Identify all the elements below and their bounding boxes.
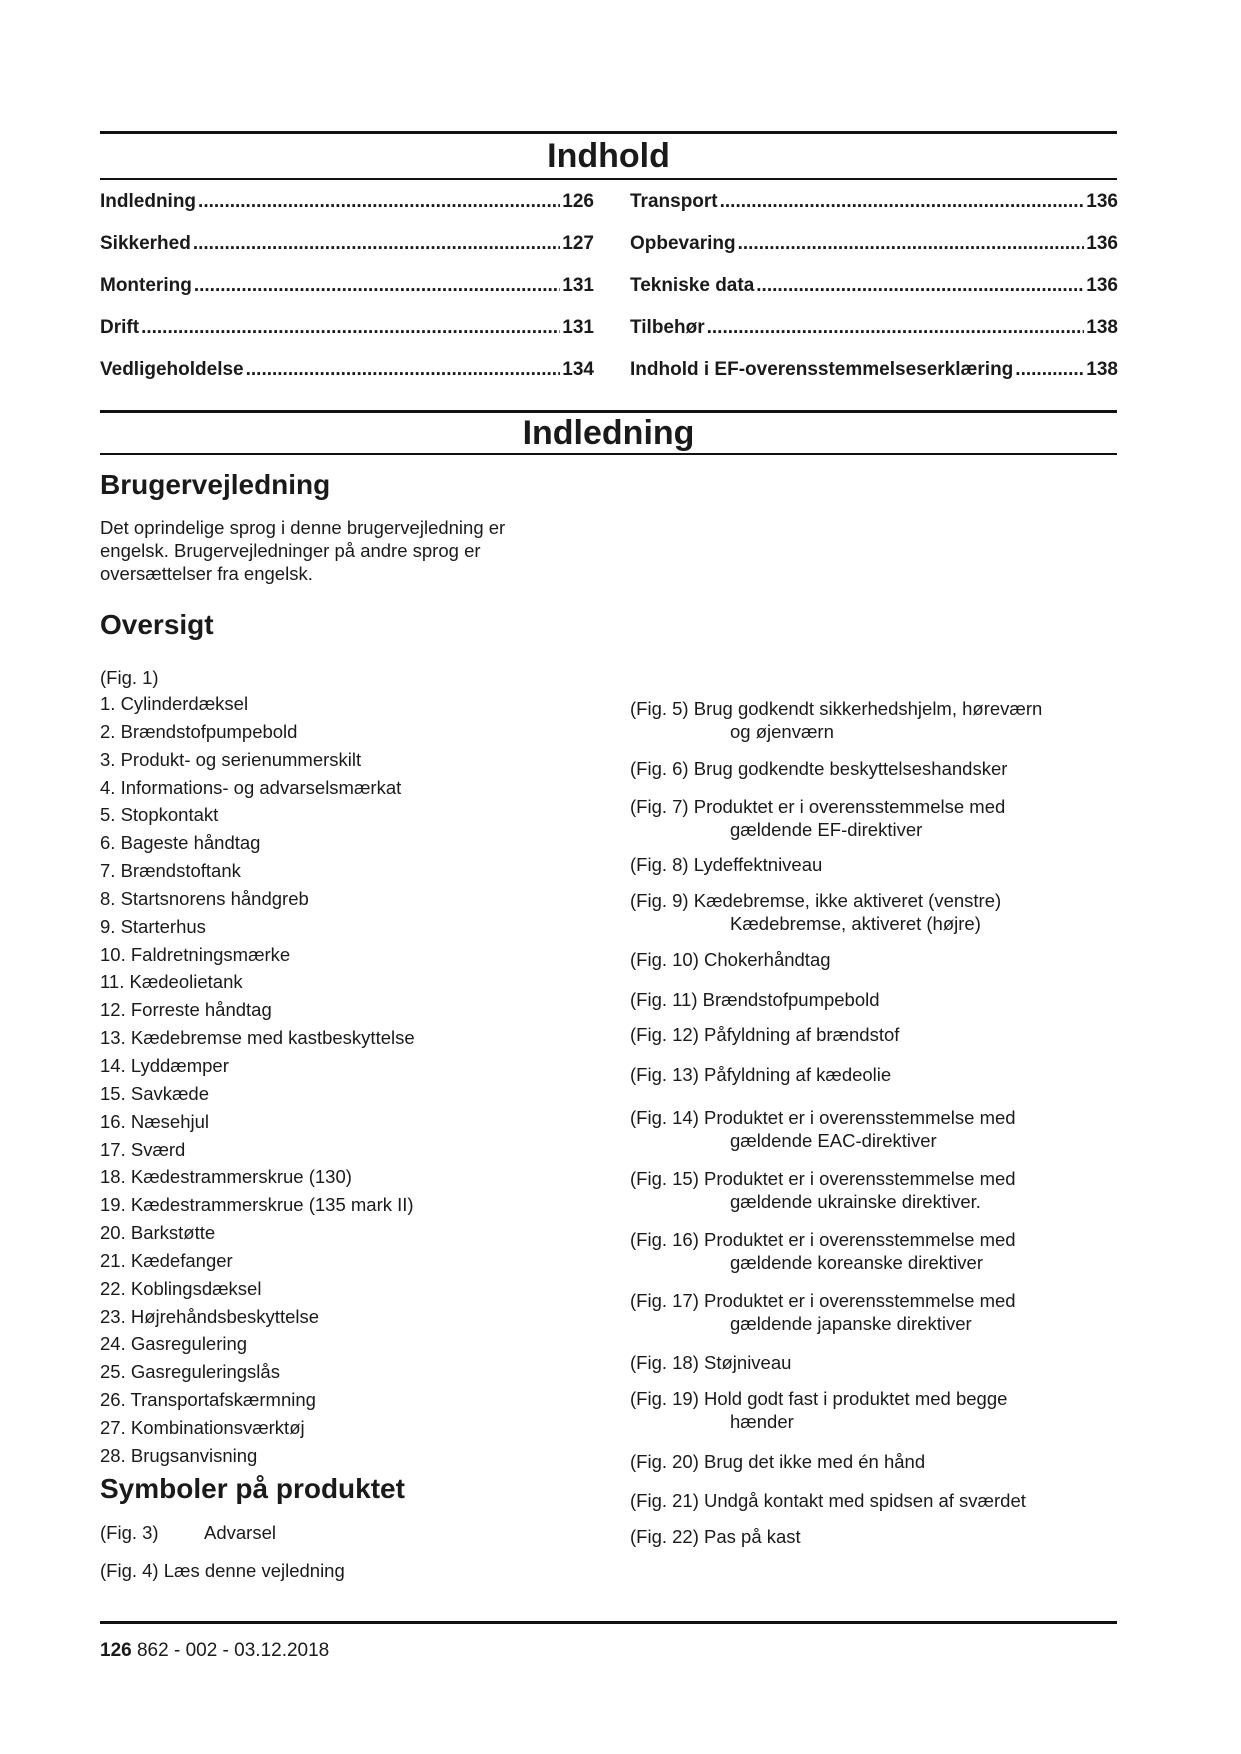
list-item: 7. Brændstoftank [100,860,241,882]
symbol-item [630,1289,1130,1335]
toc-leader [756,274,1084,298]
symbol-item [630,889,1130,935]
symbol-item [630,795,1130,841]
symbol-item [630,1063,1130,1086]
list-item: 1. Cylinderdæksel [100,693,249,714]
toc-entry[interactable]: Opbevaring ..... 136 [630,232,1118,274]
symbol-caption: (Fig. 20) Brug det ikke med én hånd [630,1451,926,1472]
symbol-caption: (Fig. 6) Brug godkendte beskyttelseshandsker [630,758,1008,779]
symbol-caption: (Fig. 13) Påfyldning af kædeolie [630,1064,892,1085]
symbol-caption: (Fig. 21) Undgå kontakt med spidsen af sværdet [630,1490,1026,1511]
list-item: 16. Næsehjul [100,1110,210,1132]
symbol-item [630,1106,1130,1152]
footer-rule [100,1621,1117,1624]
toc-entry[interactable]: Vedligeholdelse ..... 134 [100,358,594,400]
toc-entry[interactable]: Tilbehør ..... 138 [630,316,1118,358]
symbol-caption: (Fig. 19) Hold godt fast i produktet med begge [630,1388,1008,1409]
doc-number: 862 - 002 - 03.12.2018 [131,1640,330,1661]
toc-entry[interactable]: Montering ..... 131 [100,274,594,316]
toc-bottom-rule [100,178,1117,180]
list-item: 23. Højrehåndsbeskyttelse [100,1305,320,1327]
list-item: 27. Kombinationsværktøj [100,1416,305,1438]
intro-title: Indledning [522,414,695,452]
symbol-caption: (Fig. 5) Brug godkendt sikkerhedshjelm, høreværn [630,698,1043,719]
list-item: 14. Lyddæmper [100,1054,229,1076]
list-item: 21. Kædefanger [100,1249,233,1271]
symbol-item [100,1559,345,1583]
list-item: 5. Stopkontakt [100,804,219,826]
symbol-caption: (Fig. 14) Produktet er i overensstemmelse med [630,1107,1016,1128]
symbol-item [630,948,1130,971]
list-item: 19. Kædestrammerskrue (135 mark II) [100,1194,414,1216]
toc-leader [1015,358,1084,382]
list-item: 25. Gasreguleringslås [100,1361,280,1383]
symbols-heading: Symboler på produktet [100,1473,405,1504]
list-item: 9. Starterhus [100,915,206,937]
symbol-item [630,988,1130,1011]
intro-bottom-rule [100,453,1117,455]
symbol-item [100,1521,276,1545]
symbol-item [630,757,1130,780]
manual-heading: Brugervejledning [100,469,331,500]
symbol-text: (Fig. 4) Læs denne vejledning [100,1560,345,1581]
symbol-caption-continued: hænder [730,1411,794,1432]
overview-list [100,692,415,1472]
symbol-item [630,1387,1130,1433]
list-item: 6. Bageste håndtag [100,832,261,854]
list-item: 15. Savkæde [100,1082,210,1104]
symbol-caption: (Fig. 15) Produktet er i overensstemmelse med [630,1168,1016,1189]
overview-heading: Oversigt [100,609,214,640]
symbol-caption: (Fig. 10) Chokerhåndtag [630,949,831,970]
list-item: 22. Koblingsdæksel [100,1277,262,1299]
list-item: 18. Kædestrammerskrue (130) [100,1166,352,1188]
list-item: 24. Gasregulering [100,1333,248,1355]
symbol-caption-continued: gældende ukrainske direktiver. [730,1191,981,1212]
symbol-caption-continued: og øjenværn [730,721,834,742]
list-item: 4. Informations- og advarselsmærkat [100,776,402,798]
symbol-caption-continued: gældende koreanske direktiver [730,1252,983,1273]
toc-top-rule [100,131,1117,134]
symbol-caption-continued: gældende japanske direktiver [730,1313,972,1334]
list-item: 28. Brugsanvisning [100,1444,258,1466]
list-item: 10. Faldretningsmærke [100,943,291,965]
list-item: 11. Kædeolietank [100,971,243,993]
toc-entry[interactable]: Indhold i EF-overensstemmelseserklæring ..... 138 [630,358,1118,400]
toc-entry[interactable]: Indledning ..... 126 [100,190,594,232]
list-item: 13. Kædebremse med kastbeskyttelse [100,1027,415,1049]
list-item: 3. Produkt- og serienummerskilt [100,748,362,770]
symbol-caption-continued: Kædebremse, aktiveret (højre) [730,913,981,934]
symbol-item [630,1351,1130,1374]
toc-leader [246,358,561,382]
toc-entry[interactable]: Drift ..... 131 [100,316,594,358]
symbol-caption-continued: gældende EAC-direktiver [730,1130,937,1151]
list-item: 17. Sværd [100,1138,186,1160]
symbol-caption: (Fig. 22) Pas på kast [630,1526,801,1547]
symbol-item [630,1489,1130,1512]
symbol-item [630,1228,1130,1274]
symbol-item [630,1525,1130,1548]
symbol-fig-ref: (Fig. 3) [100,1522,159,1543]
toc-leader [198,190,560,214]
page-number: 126 [100,1640,132,1661]
symbol-caption: (Fig. 16) Produktet er i overensstemmelse med [630,1229,1016,1250]
list-item: 20. Barkstøtte [100,1222,216,1244]
symbol-caption-continued: gældende EF-direktiver [730,819,923,840]
list-item: 2. Brændstofpumpebold [100,720,298,742]
list-item: 8. Startsnorens håndgreb [100,887,309,909]
symbol-item [630,1167,1130,1213]
toc-entry[interactable]: Sikkerhed ..... 127 [100,232,594,274]
symbol-caption: (Fig. 11) Brændstofpumpebold [630,989,880,1010]
symbol-item [630,1450,1130,1473]
symbol-caption: (Fig. 9) Kædebremse, ikke aktiveret (venstre) [630,890,1002,911]
toc-left-column [100,190,594,400]
toc-leader [738,232,1085,256]
symbol-caption: (Fig. 18) Støjniveau [630,1352,792,1373]
symbol-caption: (Fig. 8) Lydeffektniveau [630,854,823,875]
overview-fig-ref: (Fig. 1) [100,667,159,688]
toc-entry[interactable]: Tekniske data ..... 136 [630,274,1118,316]
symbol-item [630,1023,1130,1046]
toc-leader [707,316,1085,340]
symbol-caption: (Fig. 12) Påfyldning af brændstof [630,1024,900,1045]
symbol-item [630,697,1130,743]
toc-leader [194,274,560,298]
symbol-caption: (Fig. 7) Produktet er i overensstemmelse med [630,796,1006,817]
page-footer [100,1640,329,1662]
symbol-item [630,853,1130,876]
list-item: 12. Forreste håndtag [100,999,272,1021]
toc-right-column [630,190,1118,400]
toc-leader [720,190,1085,214]
symbol-text: Advarsel [204,1522,276,1543]
symbol-caption: (Fig. 17) Produktet er i overensstemmelse med [630,1290,1016,1311]
toc-leader [141,316,560,340]
toc-entry[interactable]: Transport ..... 136 [630,190,1118,232]
toc-leader [193,232,560,256]
list-item: 26. Transportafskærmning [100,1389,316,1411]
manual-text: Det oprindelige sprog i denne brugervejledning er engelsk. Brugervejledninger på andre sprog er oversættelser fra engelsk. [100,517,506,584]
toc-title: Indhold [547,137,670,175]
